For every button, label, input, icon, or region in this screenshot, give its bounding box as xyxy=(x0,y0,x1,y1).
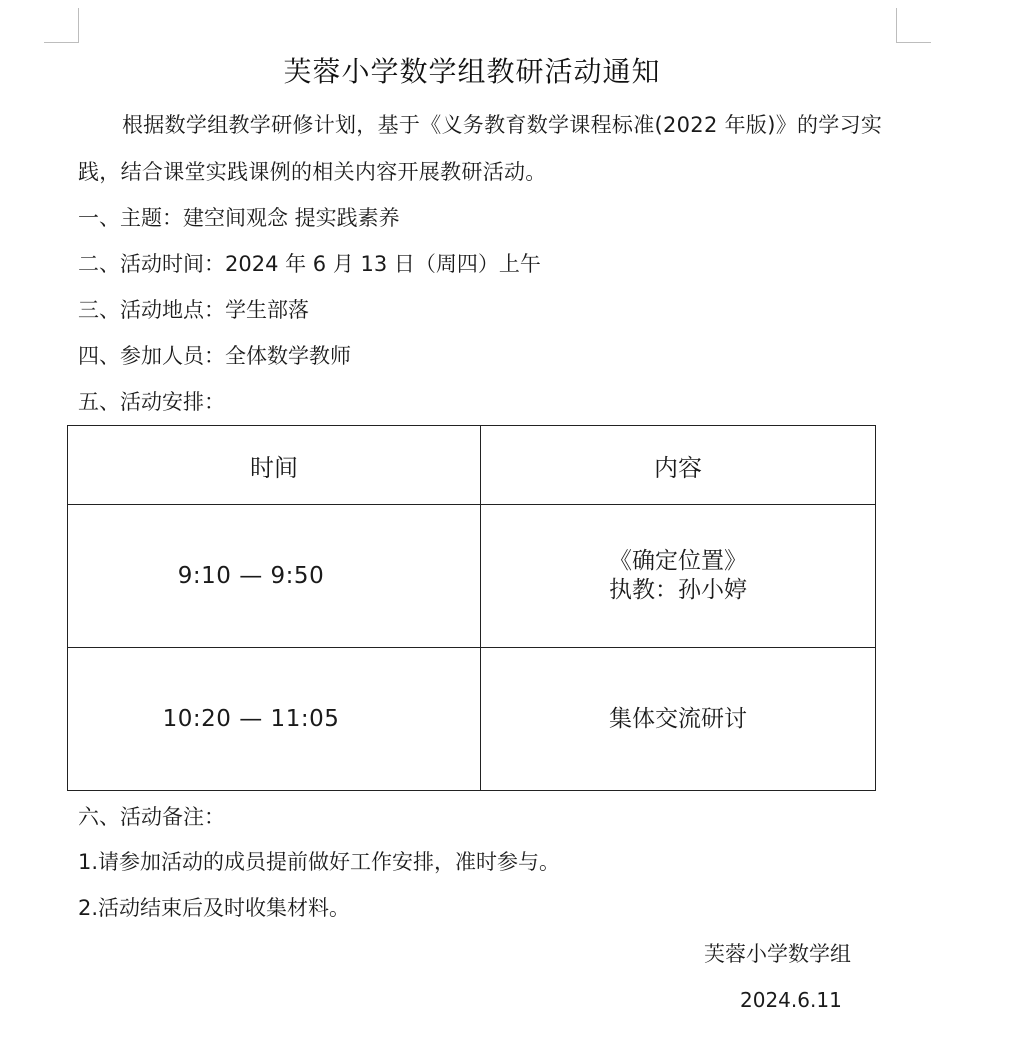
lesson-teacher: 执教：孙小婷 xyxy=(609,577,747,603)
header-content: 内容 xyxy=(481,426,876,505)
page-corner-mark-top-right xyxy=(896,8,931,43)
page-corner-mark-top-left xyxy=(44,8,79,43)
note-item-2: 2.活动结束后及时收集材料。 xyxy=(78,896,351,920)
time-cell xyxy=(68,648,481,791)
table-row xyxy=(68,648,876,791)
signature: 芙蓉小学数学组 xyxy=(704,942,851,966)
notes-heading: 六、活动备注： xyxy=(78,805,225,829)
discussion-item: 集体交流研讨 xyxy=(609,705,747,732)
time-value: 10:20 — 11:05 xyxy=(162,706,340,732)
document-title: 芙蓉小学数学组教研活动通知 xyxy=(283,55,661,88)
content-cell xyxy=(481,505,876,648)
schedule-table xyxy=(67,425,876,791)
time-value: 9:10 — 9:50 xyxy=(177,563,325,589)
activity-location-line: 三、活动地点：学生部落 xyxy=(78,298,309,322)
schedule-header-row xyxy=(68,426,876,505)
note-item-1: 1.请参加活动的成员提前做好工作安排，准时参与。 xyxy=(78,850,561,874)
lesson-title: 《确定位置》 xyxy=(609,548,747,574)
activity-time-line: 二、活动时间：2024 年 6 月 13 日（周四）上午 xyxy=(78,252,541,276)
theme-line: 一、主题：建空间观念 提实践素养 xyxy=(78,206,400,230)
participants-line: 四、参加人员：全体数学教师 xyxy=(78,344,351,368)
arrangement-heading: 五、活动安排： xyxy=(78,390,225,414)
header-time: 时间 xyxy=(68,426,481,505)
document-date: 2024.6.11 xyxy=(740,988,842,1012)
table-row xyxy=(68,505,876,648)
time-cell xyxy=(68,505,481,648)
intro-paragraph: 根据数学组教学研修计划，基于《义务教育数学课程标准(2022 年版)》的学习实践，结合课堂实践课例的相关内容开展教研活动。 xyxy=(78,113,883,184)
content-cell xyxy=(481,648,876,791)
